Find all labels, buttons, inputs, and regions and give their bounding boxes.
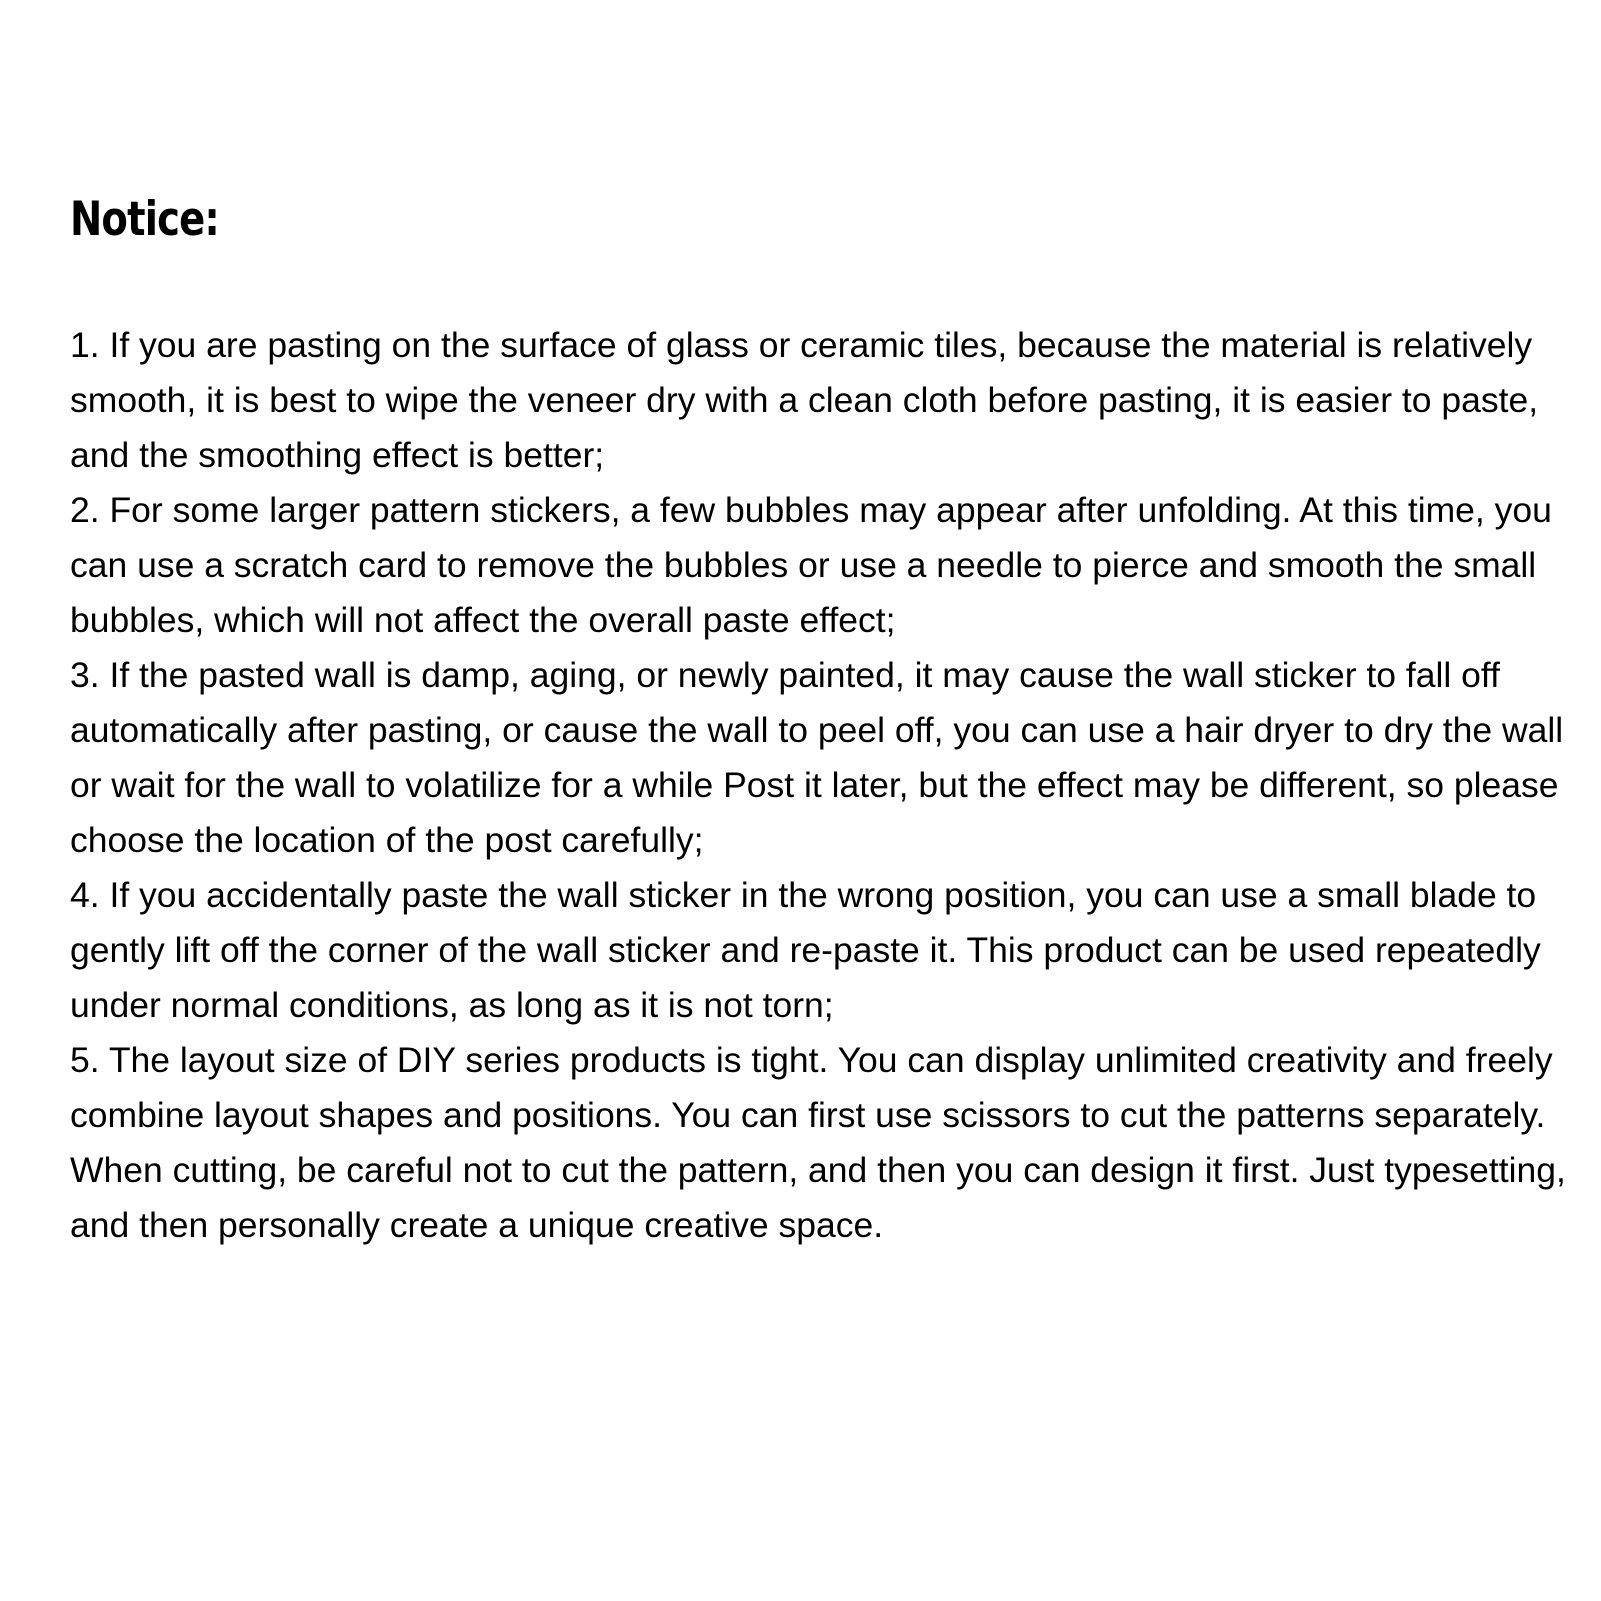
notice-item-3: 3. If the pasted wall is damp, aging, or newly painted, it may cause the wall sticker to fall off automatically after pasting, or cause the wall to peel off, you can use a hair dryer to dry the wall or wait for the wall to volatilize for a while Post it later, but the effect may be different, so please choose the location of the post carefully; <box>70 655 1573 860</box>
notice-item-4: 4. If you accidentally paste the wall sticker in the wrong position, you can use a small blade to gently lift off the corner of the wall sticker and re-paste it. This product can be used repeatedly under normal conditions, as long as it is not torn; <box>70 875 1551 1025</box>
notice-item-5: 5. The layout size of DIY series products is tight. You can display unlimited creativity and freely combine layout shapes and positions. You can first use scissors to cut the patterns separately. When cutting, be careful not to cut the pattern, and then you can design it first. Just typesetting, and then personally create a unique creative space. <box>70 1040 1576 1245</box>
notice-list <box>70 318 1576 1253</box>
notice-item-2: 2. For some larger pattern stickers, a few bubbles may appear after unfolding. At this time, you can use a scratch card to remove the bubbles or use a needle to pierce and smooth the small bubbles, which will not affect the overall paste effect; <box>70 490 1562 640</box>
notice-title: Notice: <box>70 192 220 247</box>
notice-item-1: 1. If you are pasting on the surface of glass or ceramic tiles, because the material is relatively smooth, it is best to wipe the veneer dry with a clean cloth before pasting, it is easier to paste, and the smoothing effect is better; <box>70 325 1548 475</box>
